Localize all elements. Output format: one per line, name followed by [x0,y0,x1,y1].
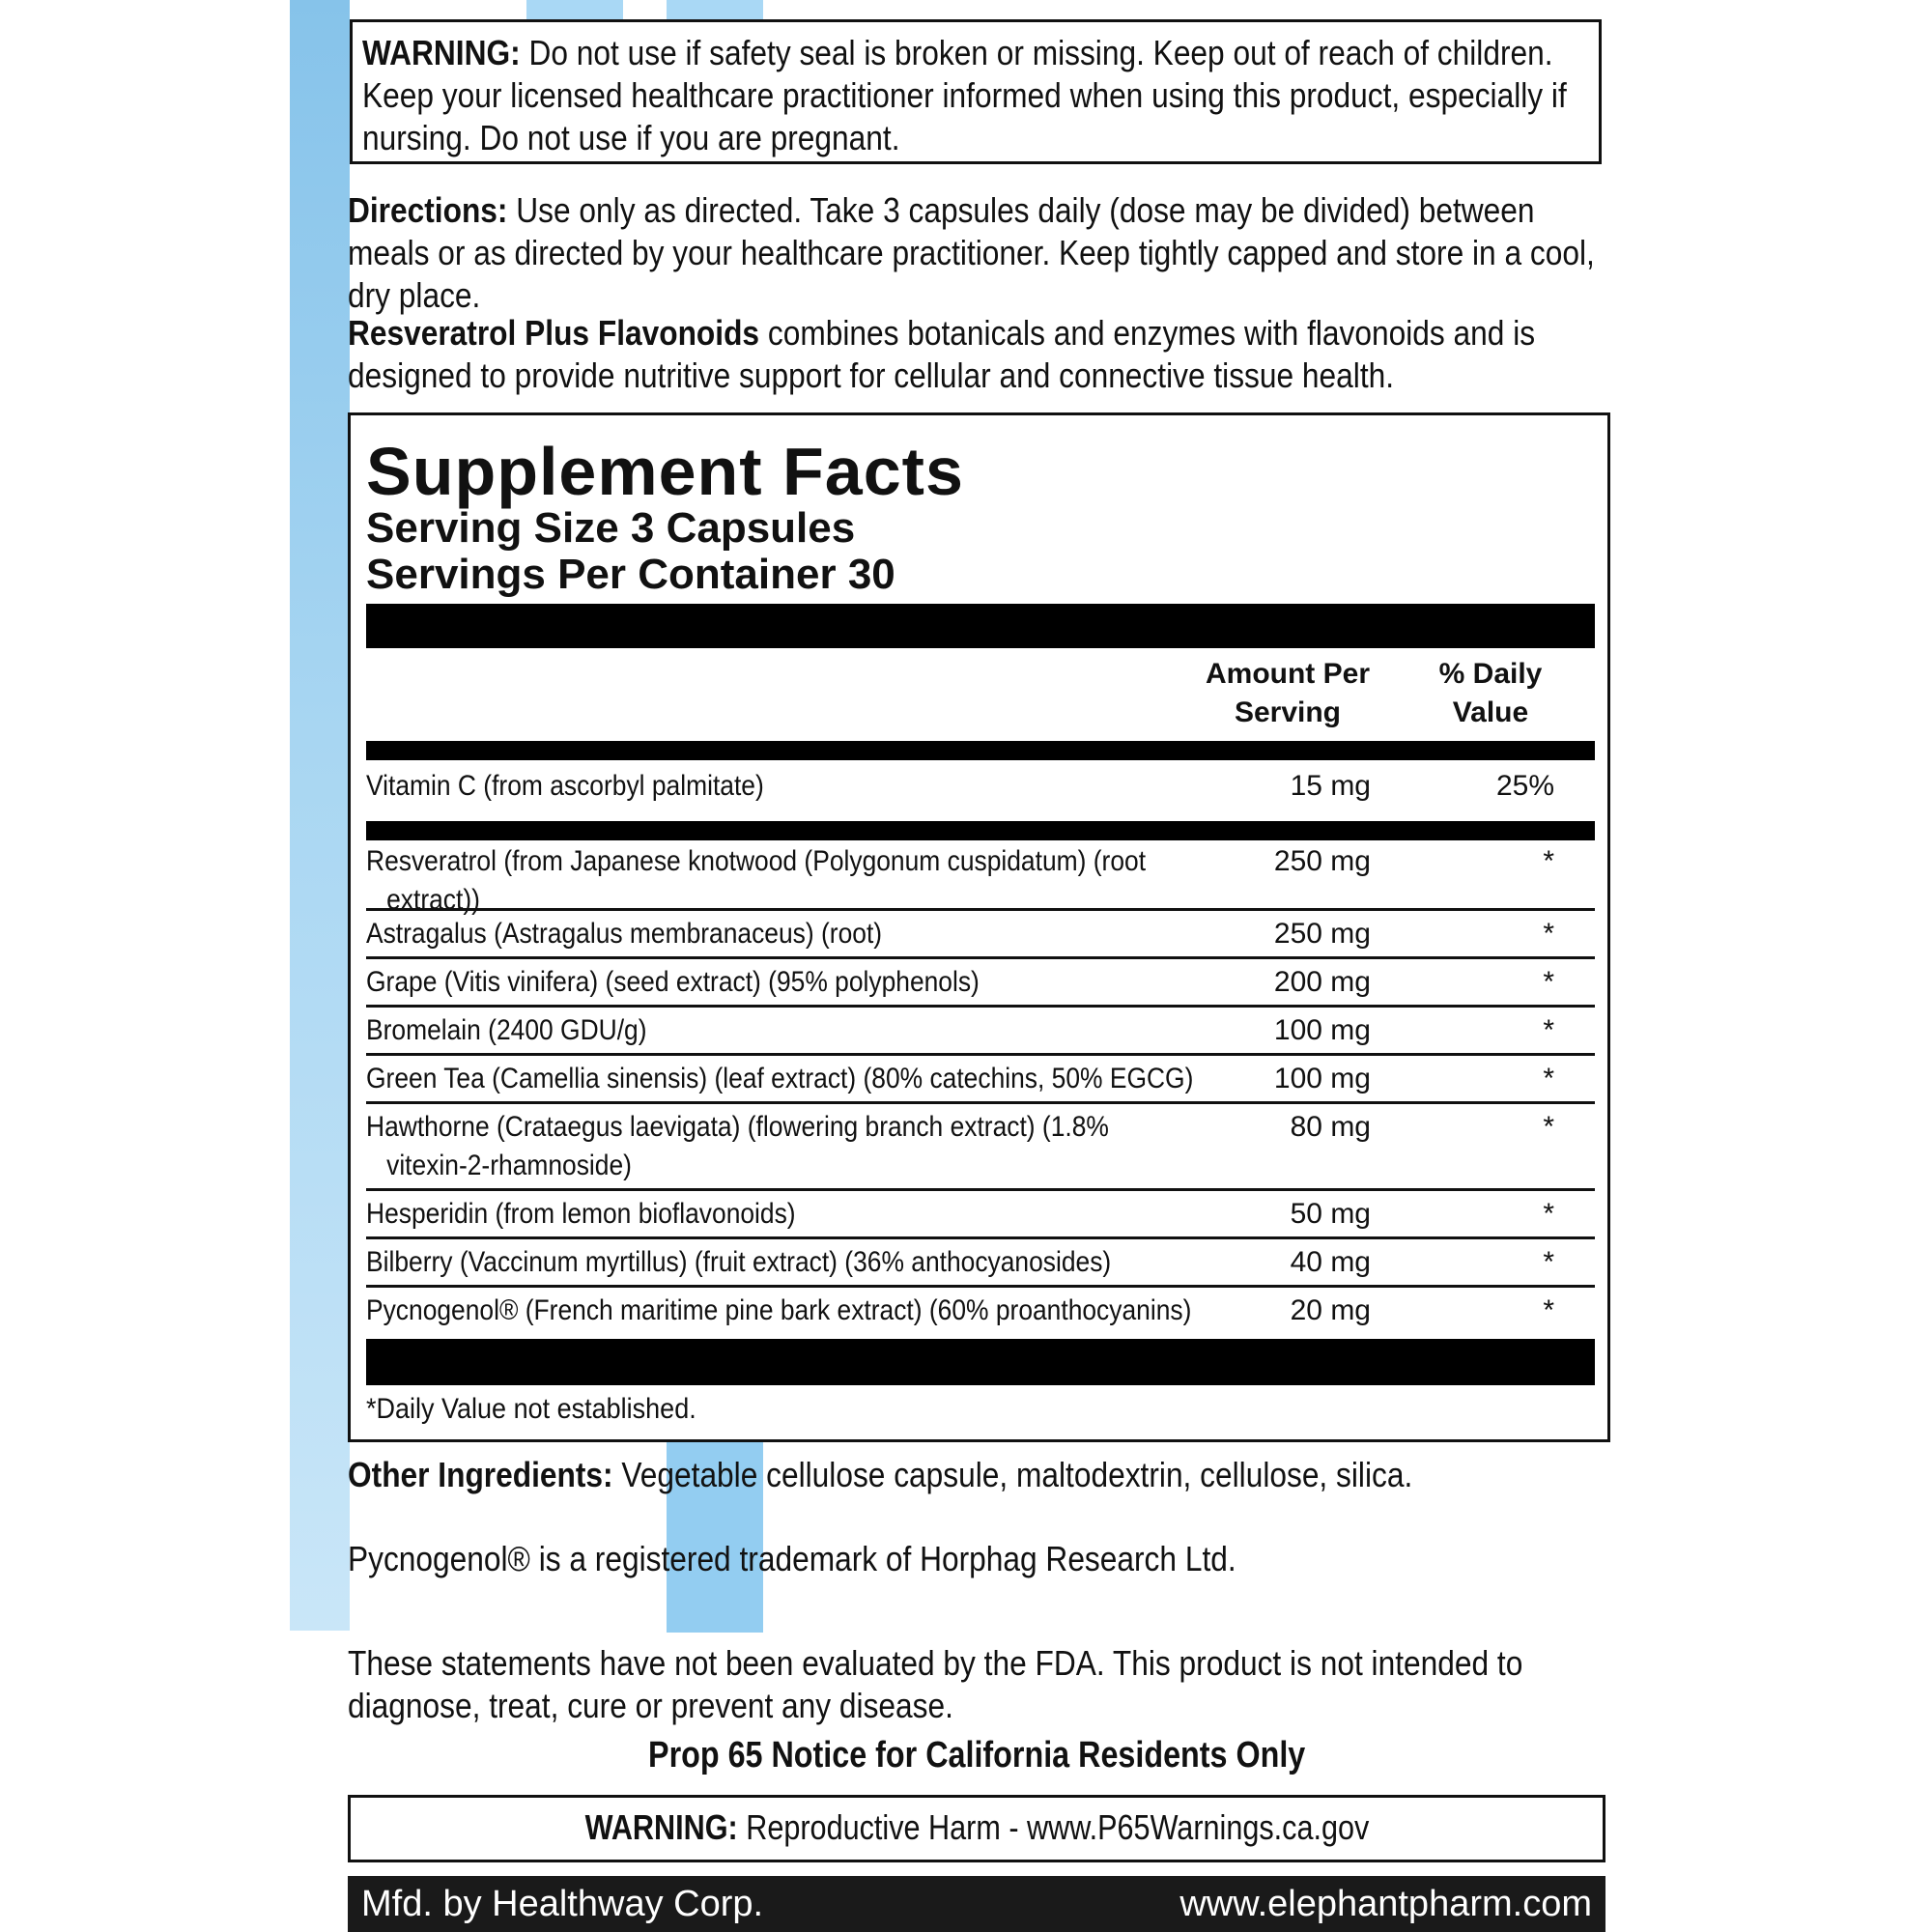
ingredient-daily-value: * [1543,1063,1554,1094]
ingredient-amount: 15 mg [1290,770,1371,802]
ingredient-amount: 250 mg [1273,918,1371,950]
table-row [366,1188,1595,1239]
servings-per-container: Servings Per Container 30 [366,551,895,598]
ingredient-name [366,1243,1216,1282]
ingredient-daily-value: 25% [1495,770,1554,802]
other-ingredients-text: Vegetable cellulose capsule, maltodextrin, cellulose, silica. [621,1455,1413,1494]
ingredient-line: Hawthorne (Crataegus laevigata) (flowering branch extract) (1.8% [366,1111,1109,1143]
ingredient-amount: 80 mg [1290,1111,1371,1143]
medium-divider [366,741,1595,760]
ingredient-line: Astragalus (Astragalus membranaceus) (root) [366,918,883,950]
warning-text-block [362,32,1612,159]
ingredient-line: Vitamin C (from ascorbyl palmitate) [366,770,764,802]
ingredient-amount: 100 mg [1273,1014,1371,1046]
ingredient-daily-value: * [1543,845,1554,877]
bottom-thick-divider [366,1339,1595,1385]
table-row [366,956,1595,1008]
ingredient-line: Bromelain (2400 GDU/g) [366,1014,647,1046]
ingredient-line-continued: extract)) [386,884,480,916]
warning-text: Do not use if safety seal is broken or missing. Keep out of reach of children. Keep your licensed healthcare practitioner informed when using this product, especially if nursing. Do not use if you are pregnant. [362,33,1567,157]
ingredient-daily-value: * [1543,1246,1554,1278]
ingredient-line: Resveratrol (from Japanese knotwood (Polygonum cuspidatum) (root [366,845,1147,877]
ingredient-daily-value: * [1543,966,1554,998]
ingredient-amount: 250 mg [1273,845,1371,877]
other-ingredients-block [348,1454,1605,1496]
ingredient-name [366,1292,1216,1330]
ingredient-daily-value: * [1543,918,1554,950]
manufacturer: Mfd. by Healthway Corp. [361,1884,764,1924]
ingredient-amount: 200 mg [1273,966,1371,998]
fda-disclaimer: These statements have not been evaluated by the FDA. This product is not intended to diagnose, treat, cure or prevent any disease. [348,1643,1523,1725]
other-ingredients-label: Other Ingredients: [348,1455,613,1494]
ingredient-daily-value: * [1543,1198,1554,1230]
table-row [366,763,1595,811]
table-row [366,1285,1595,1336]
facts-title: Supplement Facts [366,434,964,509]
table-row [366,1101,1595,1191]
warning-label: WARNING: [362,33,521,72]
supplement-facts-panel [348,412,1610,1442]
trademark-notice: Pycnogenol® is a registered trademark of Horphag Research Ltd. [348,1539,1236,1578]
table-row [366,1236,1595,1288]
description-block [348,312,1605,397]
website-link[interactable]: www.elephantpharm.com [1179,1884,1592,1924]
daily-value-footnote: *Daily Value not established. [366,1393,696,1425]
directions-text: Use only as directed. Take 3 capsules daily (dose may be divided) between meals or as directed by your healthcare practitioner. Keep tightly capped and store in a cool, dry place. [348,190,1595,315]
warning-box [350,19,1602,164]
table-row [366,908,1595,959]
ingredient-line: Bilberry (Vaccinum myrtillus) (fruit extract) (36% anthocyanosides) [366,1246,1112,1278]
directions-label: Directions: [348,190,508,230]
ingredient-name [366,963,1216,1002]
serving-size: Serving Size 3 Capsules [366,504,856,552]
product-name: Resveratrol Plus Flavonoids [348,313,760,353]
prop65-warning-text: Reproductive Harm - www.P65Warnings.ca.gov [745,1807,1369,1847]
ingredient-daily-value: * [1543,1111,1554,1143]
background-band [290,0,350,1631]
table-row [366,1005,1595,1056]
prop65-heading: Prop 65 Notice for California Residents Only [647,1735,1306,1776]
ingredient-daily-value: * [1543,1294,1554,1326]
ingredient-line: Pycnogenol® (French maritime pine bark extract) (60% proanthocyanins) [366,1294,1192,1326]
ingredient-line: Hesperidin (from lemon bioflavonoids) [366,1198,796,1230]
table-row [366,1053,1595,1104]
ingredient-name [366,1195,1216,1234]
amount-per-serving-header: Amount Per Serving [1205,658,1370,728]
ingredient-amount: 100 mg [1273,1063,1371,1094]
ingredient-name [366,1060,1216,1098]
ingredient-name [366,1011,1216,1050]
directions-block [348,189,1605,317]
prop65-warning-box [348,1795,1605,1862]
footer-bar [348,1876,1605,1932]
prop65-warning-label: WARNING: [584,1807,738,1847]
description-text: combines botanicals and enzymes with flavonoids and is designed to provide nutritive support for cellular and connective tissue health. [348,313,1536,395]
ingredient-line: Green Tea (Camellia sinensis) (leaf extract) (80% catechins, 50% EGCG) [366,1063,1194,1094]
ingredient-name [366,767,1216,806]
ingredient-amount: 20 mg [1290,1294,1371,1326]
ingredient-name [366,1108,1216,1185]
ingredient-line: Grape (Vitis vinifera) (seed extract) (95% polyphenols) [366,966,980,998]
daily-value-header: % Daily Value [1438,658,1543,728]
ingredient-amount: 40 mg [1290,1246,1371,1278]
ingredient-line-continued: vitexin-2-rhamnoside) [386,1150,632,1181]
ingredient-amount: 50 mg [1290,1198,1371,1230]
ingredient-daily-value: * [1543,1014,1554,1046]
thick-divider [366,604,1595,648]
ingredient-name [366,915,1216,953]
